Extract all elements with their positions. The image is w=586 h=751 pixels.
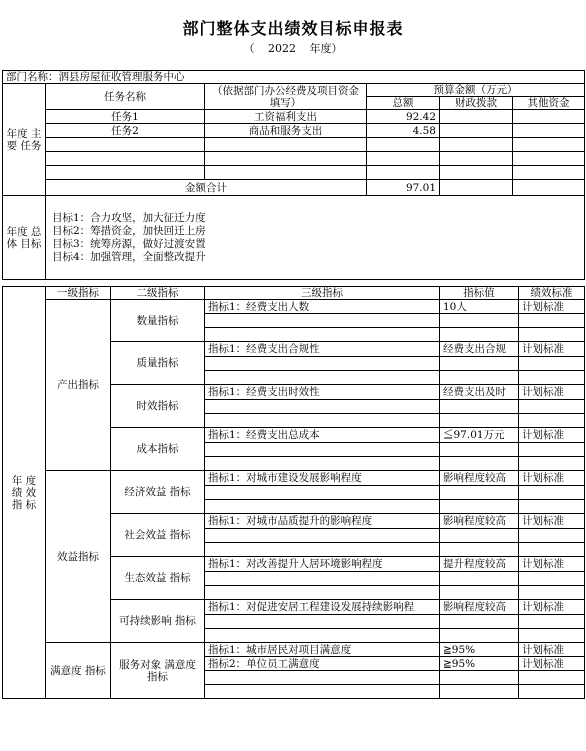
service-label: 服务对象 满意度指标 [111, 643, 205, 699]
sustainable-standard: 计划标准 [519, 600, 585, 615]
table-row [3, 138, 585, 152]
service-standard-2: 计划标准 [519, 657, 585, 671]
ecological-label: 生态效益 指标 [111, 557, 205, 600]
sum-row [3, 180, 585, 196]
timeliness-indicator: 指标1：经费支出时效性 [205, 385, 440, 400]
other-header: 其他资金 [513, 97, 585, 110]
table-row [3, 152, 585, 166]
task-name-header: 任务名称 [46, 84, 205, 110]
service-value-1: ≧95% [440, 643, 519, 657]
ecological-value: 提升程度较高 [440, 557, 519, 572]
total-header: 总额 [367, 97, 440, 110]
tasks-section-label: 年度 主要 任务 [3, 84, 46, 196]
quality-indicator: 指标1：经费支出合规性 [205, 342, 440, 357]
task-desc-header: （依据部门办公经费及项目资金填写） [205, 84, 367, 110]
sum-total: 97.01 [367, 180, 440, 196]
quantity-standard: 计划标准 [519, 300, 585, 314]
quantity-indicator: 指标1：经费支出人数 [205, 300, 440, 314]
task-name: 任务1 [46, 110, 205, 124]
service-standard-1: 计划标准 [519, 643, 585, 657]
sustainable-value: 影响程度较高 [440, 600, 519, 615]
task-fiscal [440, 110, 513, 124]
quantity-label: 数量指标 [111, 300, 205, 342]
dept-row [3, 71, 585, 84]
economic-indicator: 指标1：对城市建设发展影响程度 [205, 471, 440, 486]
goals-content [46, 196, 585, 280]
sustainable-indicator: 指标1：对促进安居工程建设发展持续影响程 [205, 600, 440, 615]
sustainable-label: 可持续影响 指标 [111, 600, 205, 643]
social-value: 影响程度较高 [440, 514, 519, 529]
goals-row [3, 196, 585, 280]
indicators-section-label: 年 度 绩 效 指 标 [3, 287, 46, 699]
level3-header: 三级指标 [205, 287, 440, 300]
year-value: 2022 [268, 42, 296, 55]
quality-standard: 计划标准 [519, 342, 585, 357]
quality-value: 经费支出合规 [440, 342, 519, 357]
benefit-indicator-label: 效益指标 [46, 471, 111, 643]
task-total: 92.42 [367, 110, 440, 124]
satisfaction-indicator-label: 满意度 指标 [46, 643, 111, 699]
task-desc: 商品和服务支出 [205, 124, 367, 138]
ecological-indicator: 指标1：对改善提升人居环境影响程度 [205, 557, 440, 572]
level2-header: 二级指标 [111, 287, 205, 300]
dept-label: 部门名称： [6, 71, 59, 83]
report-year [0, 40, 586, 56]
year-open: （ [243, 42, 255, 55]
fiscal-header: 财政拨款 [440, 97, 513, 110]
table-row [3, 124, 585, 138]
quantity-value: 10人 [440, 300, 519, 314]
economic-value: 影响程度较高 [440, 471, 519, 486]
timeliness-standard: 计划标准 [519, 385, 585, 400]
standard-header: 绩效标准 [519, 287, 585, 300]
goal-item: 目标3：统筹房源，做好过渡安置 [52, 237, 206, 250]
quality-label: 质量指标 [111, 342, 205, 385]
economic-label: 经济效益 指标 [111, 471, 205, 514]
service-indicator-1: 指标1：城市居民对项目满意度 [205, 643, 440, 657]
output-indicator-label: 产出指标 [46, 300, 111, 471]
task-other [513, 110, 585, 124]
sum-fiscal [440, 180, 513, 196]
indicator-table [2, 286, 585, 699]
cost-label: 成本指标 [111, 428, 205, 471]
goal-item: 目标2：筹措资金，加快回迁上房 [52, 224, 206, 237]
task-total: 4.58 [367, 124, 440, 138]
goal-item: 目标1：合力攻坚，加大征迁力度 [52, 211, 206, 224]
task-name: 任务2 [46, 124, 205, 138]
cost-standard: 计划标准 [519, 428, 585, 443]
level1-header: 一级指标 [46, 287, 111, 300]
service-indicator-2: 指标2：单位员工满意度 [205, 657, 440, 671]
timeliness-label: 时效指标 [111, 385, 205, 428]
report-title: 部门整体支出绩效目标申报表 [182, 19, 404, 38]
task-other [513, 124, 585, 138]
social-standard: 计划标准 [519, 514, 585, 529]
sum-other [513, 180, 585, 196]
service-value-2: ≧95% [440, 657, 519, 671]
goals-section-label: 年度 总体 目标 [3, 196, 46, 280]
ecological-standard: 计划标准 [519, 557, 585, 572]
task-desc: 工资福利支出 [205, 110, 367, 124]
table-row [3, 166, 585, 180]
task-fiscal [440, 124, 513, 138]
budget-table [2, 70, 585, 280]
cost-indicator: 指标1：经费支出总成本 [205, 428, 440, 443]
goal-item: 目标4：加强管理，全面整改提升 [52, 250, 206, 263]
social-indicator: 指标1：对城市品质提升的影响程度 [205, 514, 440, 529]
budget-header: 预算金额（万元） [367, 84, 585, 97]
table-row [3, 110, 585, 124]
dept-name: 泗县房屋征收管理服务中心 [58, 71, 185, 83]
economic-standard: 计划标准 [519, 471, 585, 486]
cost-value: ≦97.01万元 [440, 428, 519, 443]
year-suffix: 年度） [309, 42, 343, 55]
social-label: 社会效益 指标 [111, 514, 205, 557]
sum-label: 金额合计 [46, 180, 367, 196]
timeliness-value: 经费支出及时 [440, 385, 519, 400]
value-header: 指标值 [440, 287, 519, 300]
